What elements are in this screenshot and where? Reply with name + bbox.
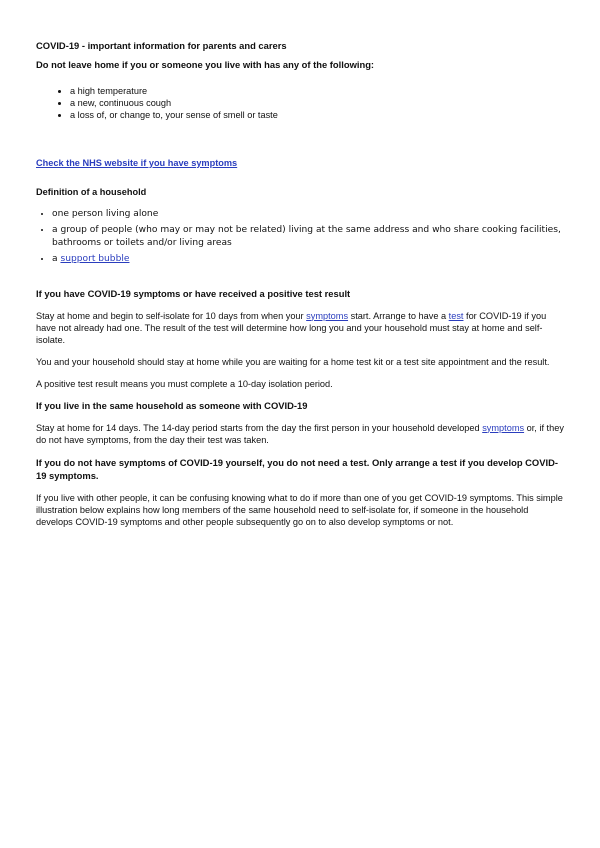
- list-item: • a loss of, or change to, your sense of smell or taste: [70, 109, 566, 121]
- paragraph-text: Stay at home for 14 days. The 14-day period starts from the day the first person in your household developed: [36, 422, 483, 433]
- symptoms-link[interactable]: symptoms: [482, 422, 525, 433]
- illustration-intro-paragraph: If you live with other people, it can be confusing knowing what to do if more than one of you get COVID-19 symptoms. This simple illustration below explains how long members of the same household need to self-isolate for, if someone in the household develops COVID-19 symptoms and other people subsequently go on to also develop symptoms or not.: [36, 492, 563, 527]
- paragraph-text: for COVID-19 if you have not already had one. The result of the test will determine how long you and your household must stay at home and self-isolate.: [36, 310, 547, 345]
- positive-test-heading: If you have COVID-19 symptoms or have received a positive test result: [36, 287, 351, 299]
- symptoms-link[interactable]: symptoms: [306, 310, 349, 321]
- list-item: • a high temperature: [70, 85, 566, 97]
- paragraph-text: start. Arrange to have a: [348, 310, 449, 321]
- support-bubble-link[interactable]: support bubble: [60, 253, 130, 264]
- fourteen-day-paragraph: [36, 422, 566, 446]
- list-item: [52, 253, 566, 266]
- list-item: • a group of people (who may or may not be related) living at the same address and who share cooking facilities, bathrooms or toilets and/or living areas: [52, 224, 566, 250]
- test-link[interactable]: test: [448, 310, 464, 321]
- positive-result-paragraph: A positive test result means you must complete a 10-day isolation period.: [36, 378, 333, 389]
- paragraph-text: Stay at home and begin to self-isolate for 10 days from when your: [36, 310, 307, 321]
- list-item: • a new, continuous cough: [70, 97, 566, 109]
- list-item: • one person living alone: [52, 208, 566, 221]
- document-page: [36, 40, 566, 538]
- support-bubble-prefix: a: [52, 253, 61, 264]
- symptom-list: [36, 85, 566, 122]
- self-isolate-paragraph: [36, 310, 566, 346]
- document-title: COVID-19 - important information for parents and carers: [36, 40, 287, 51]
- stay-home-paragraph: You and your household should stay at home while you are waiting for a home test kit or a test site appointment and the result.: [36, 356, 550, 367]
- household-definition-heading: Definition of a household: [36, 186, 147, 197]
- warning-subtitle: Do not leave home if you or someone you live with has any of the following:: [36, 59, 375, 70]
- household-list: [36, 208, 566, 266]
- nhs-website-link[interactable]: Check the NHS website if you have symptoms: [36, 157, 238, 168]
- no-test-needed-note: If you do not have symptoms of COVID-19 yourself, you do not need a test. Only arrange a test if you develop COVID-19 symptoms.: [36, 456, 558, 481]
- paragraph-text: or, if they do not have symptoms, from the day their test was taken.: [36, 422, 564, 445]
- same-household-heading: If you live in the same household as someone with COVID-19: [36, 399, 308, 411]
